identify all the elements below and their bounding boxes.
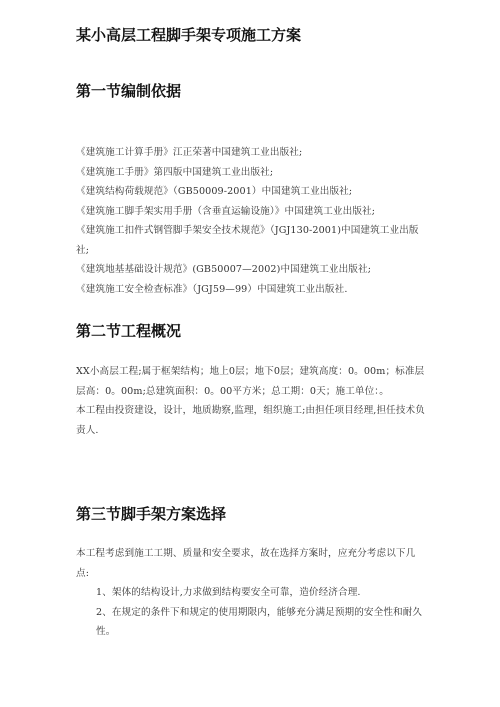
responsibility-paragraph: 本工程由投资建设，设计，地质勘察,监理，组织施工;由担任项目经理,担任技术负责人. (76, 405, 425, 436)
reference-item: 《建筑结构荷载规范》（GB50009-2001）中国建筑工业出版社; (76, 186, 353, 197)
overview-paragraph: XX小高层工程;属于框架结构；地上0层；地下0层；建筑高度：0。00m；标准层层高：0。00m;总建筑面积：0。00平方米；总工期：0天；施工单位：。 (76, 366, 425, 397)
reference-item: 《建筑施工扣件式钢管脚手架安全技术规范》（JGJ130-2001)中国建筑工业出版社; (76, 225, 419, 256)
scheme-point: 2、在规定的条件下和规定的使用期限内，能够充分满足预期的安全性和耐久性。 (96, 606, 423, 637)
scheme-point: 1、架体的结构设计,力求做到结构要安全可靠，造价经济合理. (96, 587, 361, 598)
reference-list (76, 143, 428, 299)
section1-heading: 第一节编制依据 (76, 82, 182, 100)
reference-item: 《建筑施工计算手册》江正荣著中国建筑工业出版社; (76, 147, 303, 158)
reference-item: 《建筑施工安全检查标准》（JGJ59—99）中国建筑工业出版社. (76, 283, 348, 295)
reference-item: 《建筑施工脚手架实用手册（含垂直运输设施）》中国建筑工业出版社; (76, 205, 376, 217)
scheme-intro: 本工程考虑到施工工期、质量和安全要求，故在选择方案时，应充分考虑以下几点: (76, 548, 416, 579)
scheme-block (76, 544, 428, 642)
reference-item: 《建筑地基基础设计规范》(GB50007—2002)中国建筑工业出版社; (76, 264, 372, 275)
section3-heading: 第三节脚手架方案选择 (76, 505, 227, 523)
reference-item: 《建筑施工手册》第四版中国建筑工业出版社; (76, 166, 274, 178)
section2-heading: 第二节工程概况 (76, 322, 182, 340)
document-title: 某小高层工程脚手架专项施工方案 (76, 26, 302, 44)
overview-block (76, 362, 428, 440)
